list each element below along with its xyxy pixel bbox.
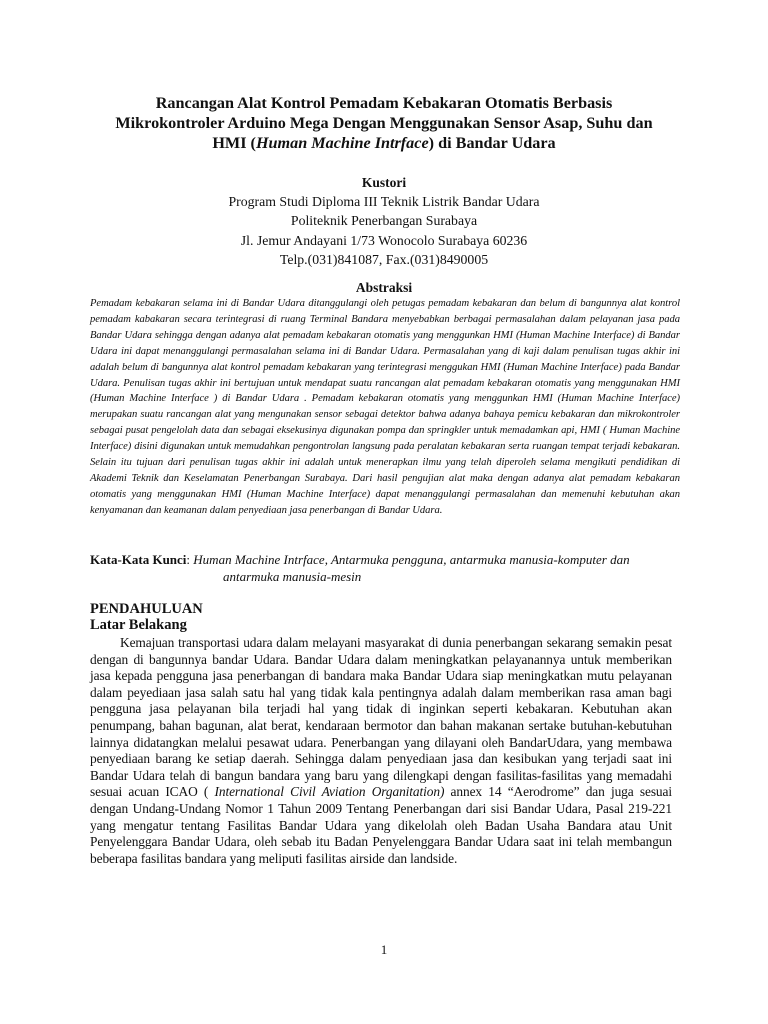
keywords (90, 551, 682, 585)
keywords-line-1: Human Machine Intrface, Antarmuka pengguna, antarmuka manusia-komputer dan (193, 552, 630, 567)
title-line-2: Mikrokontroler Arduino Mega Dengan Menggunakan Sensor Asap, Suhu dan (115, 114, 653, 132)
author-name: Kustori (361, 175, 407, 190)
author-affiliation (80, 192, 688, 269)
title-line-3-pre: HMI ( (212, 134, 256, 152)
page-number: 1 (380, 942, 388, 957)
affiliation-line: Jl. Jemur Andayani 1/73 Wonocolo Surabaya 60236 (240, 232, 528, 248)
keywords-separator: : (186, 552, 194, 567)
abstract-heading: Abstraksi (355, 280, 413, 295)
affiliation-line: Politeknik Penerbangan Surabaya (290, 213, 478, 229)
paper-title (80, 93, 688, 153)
title-line-3-post: ) di Bandar Udara (428, 134, 556, 152)
subsection-heading: Latar Belakang (90, 617, 187, 633)
abstract-text: Pemadam kebakaran selama ini di Bandar Udara ditanggulangi oleh petugas pemadam kebakaran dan belum di bangunnya alat kontrol pemadam kabakaran secara terintegrasi di ruang Terminal Bandara menyebabkan berbagai permasalahan dalam pelayanan jasa pada Bandar Udara sehingga dengan adanya alat pemadam kebakaran otomatis yang menggunkan HMI (Human Machine Interface) di Bandar Udara ini dapat menanggulangi permasalahan selama ini di Bandar Udara. Permasalahan yang di kaji dalam penulisan tugas akhir ini adalah belum di bangunnya alat kontrol pemadam kebakaran yang terintegrasi menggukan HMI (Human Machine Interface) pada Bandar Udara. Penulisan tugas akhir ini bertujuan untuk mendapat suatu rancangan alat pemadam kebakaran otomatis yang menggunakan HMI (Human Machine Interface ) di Bandar Udara . Pemadam kebakaran otomatis yang menggunkan HMI (Human Machine Interface) merupakan suatu rancangan alat yang mengunakan sensor sebagai detektor bahwa adanya bahaya pemicu kebakaran dan mikrokontroler sebagai pusat pengelolah data dan sebagai eksekusinya digunakan pompa dan springkler untuk memadamkan api, HMI ( Human Machine Interface) disini digunakan untuk memudahkan pengontrolan langsung pada peralatan kebakaran serta ruangan tempat terjadi kebakaran. Selain itu tujuan dari penulisan tugas akhir ini adalah untuk menerapkan ilmu yang telah diperoleh selama mengikuti pendidikan di Akademi Teknik dan Keselamatan Penerbangan Surabaya. Dari hasil pengujian alat maka dengan adanya alat pemadam kebakaran otomatis yang menggunakan HMI (Human Machine Interface) dapat menanggulangi permasalahan dan memenuhi kebutuhan akan kenyamanan dan keamanan dalam penyediaan jasa penerbangan di Bandar Udara. (90, 298, 680, 516)
keywords-label: Kata-Kata Kunci (90, 552, 187, 567)
body-paragraph (90, 635, 672, 867)
title-line-3-italic: Human Machine Intrface (255, 134, 429, 152)
affiliation-line: Telp.(031)841087, Fax.(031)8490005 (279, 251, 489, 267)
body-text-part-2: annex 14 “Aerodrome” dan juga sesuai dengan Undang-Undang Nomor 1 Tahun 2009 Tentang Penerbangan dari sisi Bandar Udara, Pasal 219-221 yang mengatur tentang Fasilitas Bandar Udara yang dikelolah oleh Badan Usaha Bandara atau Unit Penyelenggara Bandar Udara, oleh sebab itu Badan Penyelenggara Bandar Udara saat ini telah membangun beberapa fasilitas bandara yang meliputi fasilitas airside dan landside. (90, 784, 672, 866)
body-text-italic: International Civil Aviation Organitation) (214, 784, 445, 800)
body-text-part-1: Kemajuan transportasi udara dalam melayani masyarakat di dunia penerbangan sekarang semakin pesat dengan di bangunnya bandar Udara. Bandar Udara dalam meningkatkan pelayanannya untuk memberikan jasa kepada pengguna jasa penerbangan di bandara maka Bandar Udara siap meningkatkan mutu pelayanan dalam peyediaan jasa salah satu hal yang tidak kala pentingnya adalah dalam memberikan rasa aman bagi pengguna jasa pelayanan bila terjadi hal yang tidak di inginkan seperti kebakaran. Kebutuhan akan penumpang, bahan bagunan, alat berat, kendaraan bermotor dan bahan makanan sertake butuhan-kebutuhan lainnya didatangkan melalui pesawat udara. Penerbangan yang dilayani oleh BandarUdara, yang membawa penyediaan barang ke setiap daerah. Sehingga dalam penyediaan jasa dan kesibukan yang terjadi saat ini Bandar Udara telah di bangun bandara yang baru yang dilengkapi dengan fasilitas-fasilitas yang memadahi sesuai acuan ICAO ( (90, 635, 672, 800)
affiliation-line: Program Studi Diploma III Teknik Listrik Bandar Udara (228, 194, 540, 209)
section-heading: PENDAHULUAN (90, 601, 203, 617)
keywords-line-2: antarmuka manusia-mesin (223, 569, 362, 584)
title-line-1: Rancangan Alat Kontrol Pemadam Kebakaran Otomatis Berbasis (155, 94, 613, 112)
